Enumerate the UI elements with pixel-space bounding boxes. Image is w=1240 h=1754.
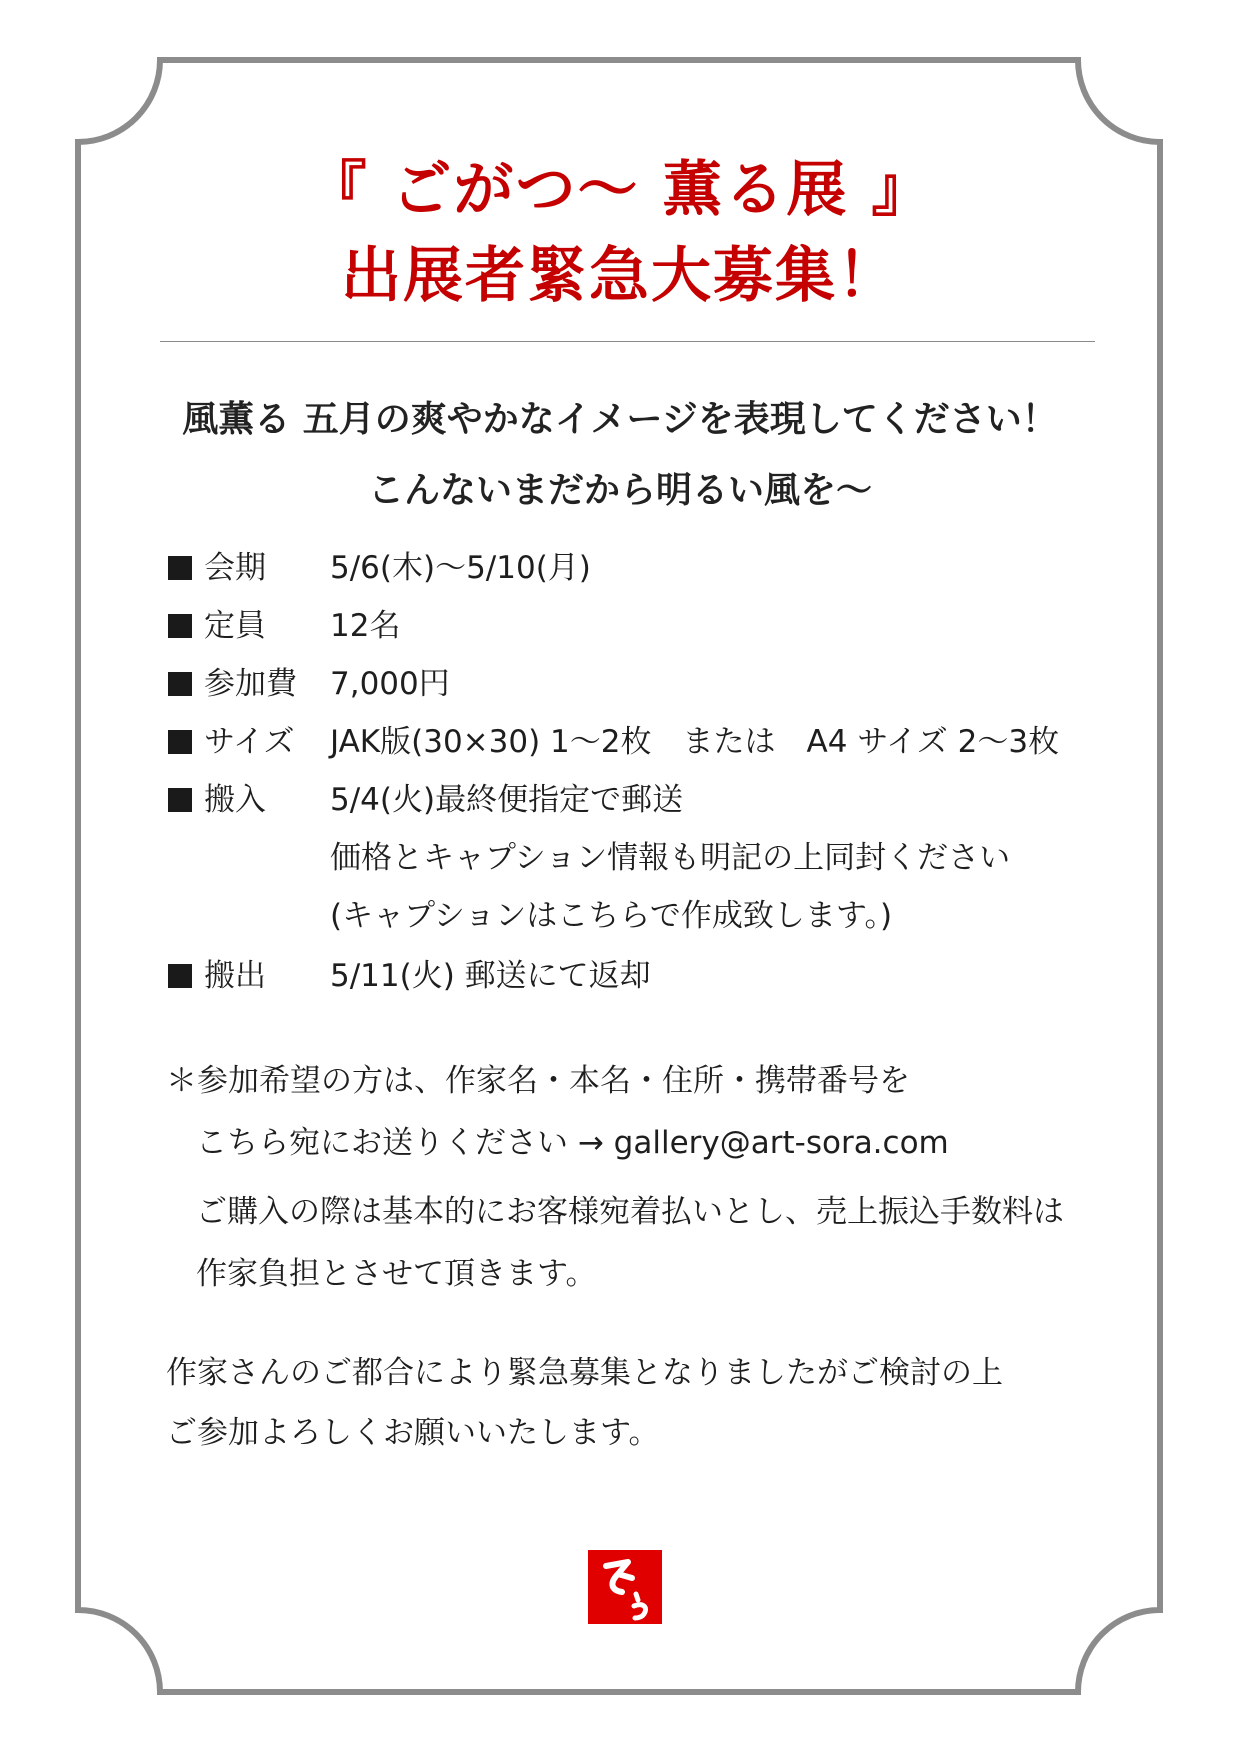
detail-row-size xyxy=(168,724,295,760)
apply-note-line-1: ＊参加希望の方は、作家名・本名・住所・携帯番号を xyxy=(166,1063,910,1099)
detail-value-fee: 7,000円 xyxy=(330,666,450,702)
lead-line-2: こんないまだから明るい風を〜 xyxy=(367,470,872,511)
detail-value-delivery-in-3: (キャプションはこちらで作成致します。) xyxy=(330,898,893,934)
detail-value-capacity: 12名 xyxy=(330,608,401,644)
square-bullet-icon xyxy=(168,964,192,988)
detail-value-size: JAK版(30×30) 1〜2枚 または A4 サイズ 2〜3枚 xyxy=(330,724,1060,760)
square-bullet-icon xyxy=(168,556,192,580)
detail-row-fee xyxy=(168,666,297,702)
title-divider xyxy=(160,341,1095,342)
purchase-note-line-2: 作家負担とさせて頂きます。 xyxy=(196,1256,597,1292)
closing-line-2: ご参加よろしくお願いいたします。 xyxy=(166,1415,660,1451)
detail-value-delivery-in-2: 価格とキャプション情報も明記の上同封ください xyxy=(330,840,1011,876)
detail-value-period: 5/6(木)〜5/10(月) xyxy=(330,550,591,586)
detail-key: 搬入 xyxy=(204,782,266,818)
closing-line-1: 作家さんのご都合により緊急募集となりましたがご検討の上 xyxy=(166,1355,1003,1391)
lead-line-1: 風薫る 五月の爽やかなイメージを表現してください！ xyxy=(182,399,1058,440)
detail-row-delivery-in xyxy=(168,782,266,818)
recruitment-headline: 出展者緊急大募集！ xyxy=(341,241,899,311)
detail-key: 搬出 xyxy=(204,958,266,994)
detail-value-delivery-in-1: 5/4(火)最終便指定で郵送 xyxy=(330,782,684,818)
detail-key: 参加費 xyxy=(204,666,297,702)
detail-key: 定員 xyxy=(204,608,266,644)
sora-logo-mark xyxy=(588,1550,662,1624)
detail-row-capacity xyxy=(168,608,266,644)
detail-key: 会期 xyxy=(204,550,266,586)
square-bullet-icon xyxy=(168,788,192,812)
purchase-note-line-1: ご購入の際は基本的にお客様宛着払いとし、売上振込手数料は xyxy=(196,1194,1064,1230)
detail-key: サイズ xyxy=(204,724,295,760)
detail-value-delivery-out: 5/11(火) 郵送にて返却 xyxy=(330,958,651,994)
square-bullet-icon xyxy=(168,614,192,638)
square-bullet-icon xyxy=(168,730,192,754)
exhibition-title: 『 ごがつ〜 薫る展 』 xyxy=(306,155,934,225)
sora-logo-icon xyxy=(588,1550,662,1624)
apply-note-line-2: こちら宛にお送りください → gallery@art-sora.com xyxy=(196,1125,949,1161)
detail-row-delivery-out xyxy=(168,958,266,994)
detail-row-period xyxy=(168,550,266,586)
square-bullet-icon xyxy=(168,672,192,696)
